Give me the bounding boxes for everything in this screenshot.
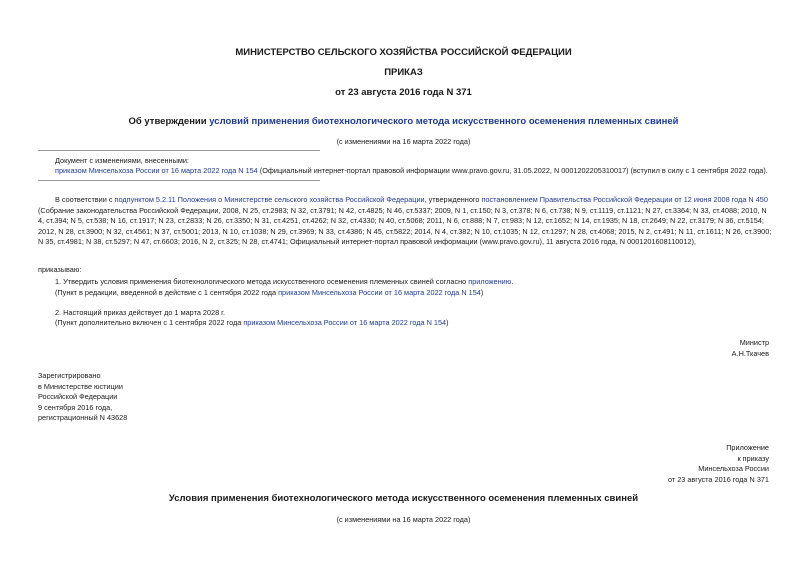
conditions-title: Условия применения биотехнологического метода искусственного осеменения племенных свиней [168,493,639,504]
divider-top [38,150,320,151]
registration-block [38,371,127,424]
changes-line [55,166,768,177]
appendix-line-2: к приказу [737,453,769,463]
appendix-line-3: Минсельхоза России [698,464,769,474]
conditions-amended-note: (с изменениями на 16 марта 2022 года) [336,515,471,524]
appendix-line-4: от 23 августа 2016 года N 371 [667,474,769,484]
registration-line-4: 9 сентября 2016 года, [38,402,113,412]
registration-line-5: регистрационный N 43628 [38,413,128,423]
item1-note [55,288,483,299]
title-link[interactable]: условий применения биотехнологического метода искусственного осеменения племенных свиней [209,116,679,127]
item1-note-end: ) [480,288,484,297]
item2-note-end: ) [446,318,449,327]
preamble-paragraph [38,195,773,248]
preamble-text-2: , утвержденного [424,195,482,204]
signature-position: Министр [739,338,769,347]
registration-line-1: Зарегистрировано [38,371,101,380]
ministry-heading: МИНИСТЕРСТВО СЕЛЬСКОГО ХОЗЯЙСТВА РОССИЙСКОЙ ФЕДЕРАЦИИ [235,47,572,58]
preamble-link-regulation[interactable]: подпунктом 5.2.11 Положения о Министерстве сельского хозяйства Российской Федерации [114,195,425,204]
changes-link[interactable]: приказом Минсельхоза России от 16 марта 2022 года N 154 [55,166,258,175]
order-word: приказываю: [38,265,82,274]
registration-line-3: Российской Федерации [38,392,118,402]
preamble-text-1: В соответствии с [55,195,115,204]
changes-rest: (Официальный интернет-портал правовой информации www.pravo.gov.ru, 31.05.2022, N 0001202205310017) (вступил в силу с 1 сентября 2022 года). [257,166,768,175]
item2-note-link[interactable]: приказом Минсельхоза России от 16 марта 2022 года N 154 [243,318,447,327]
item2-note [55,318,449,329]
doc-date-number: от 23 августа 2016 года N 371 [335,87,472,98]
item1-note-prefix: (Пункт в редакции, введенной в действие с 1 сентября 2022 года [55,288,279,297]
registration-line-2: в Министерстве юстиции [38,381,123,391]
item1-text [55,277,513,288]
item2-text: 2. Настоящий приказ действует до 1 марта 2028 г. [55,308,225,317]
appendix-line-1: Приложение [726,443,769,452]
signature-block [732,338,769,359]
changes-intro: Документ с изменениями, внесенными: [55,156,189,165]
amended-note: (с изменениями на 16 марта 2022 года) [336,137,471,146]
item1-appendix-link[interactable]: приложению [468,277,512,286]
item2-note-prefix: (Пункт дополнительно включен с 1 сентября 2022 года [55,318,244,327]
document-title [0,116,807,127]
title-prefix: Об утверждении [128,116,210,127]
item1-body: 1. Утвердить условия применения биотехнологического метода искусственного осеменения племенных свиней согласно [55,277,469,286]
signature-name: А.Н.Ткачев [731,348,769,358]
preamble-link-decree[interactable]: постановлением Правительства Российской Федерации от 12 июня 2008 года N 450 [481,195,768,204]
preamble-text-3: (Собрание законодательства Российской Федерации, 2008, N 25, ст.2983; N 32, ст.3791; N 42, ст.4825; N 46, ст.5337; 2009, N 1, ст.150; N 3, ст.378; N 6, ст.738; N 9, ст.1119, ст.1121; N 27, ст.3364; N 33, ст.4088; 2010, N 4, ст.394; N 5, ст.538; N 16, ст.1917; N 23, ст.2833; N 26, ст.3350; N 31, ст.4251, ст.4262; N 32, ст.4330; N 40, ст.5068; 2011, N 6, ст.888; N 7, ст.983; N 12, ст.1652; N 14, ст.1935; N 18, ст.2649; N 22, ст.3179; N 36, ст.5154; 2012, N 28, ст.3900; N 32, ст.4561; N 37, ст.5001; 2013, N 10, ст.1038; N 29, ст.3969; N 33, ст.4386; N 45, ст.5822; 2014, N 4, ст.382; N 10, ст.1035; N 12, ст.1297; N 28, ст.4068; 2015, N 2, ст.491; N 11, ст.1611; N 26, ст.3900; N 35, ст.4981; N 38, ст.5297; N 47, ст.6603; 2016, N 2, ст.325; N 28, ст.4741; Официальный интернет-портал правовой информации (www.pravo.gov.ru), 11 августа 2016 года, N 0001201608110012), [38,205,772,247]
item1-note-link[interactable]: приказом Минсельхоза России от 16 марта 2022 года N 154 [278,288,481,297]
appendix-block [668,443,769,485]
item1-end: . [511,277,514,286]
divider-bottom [38,180,320,181]
doc-type-heading: ПРИКАЗ [384,67,423,78]
